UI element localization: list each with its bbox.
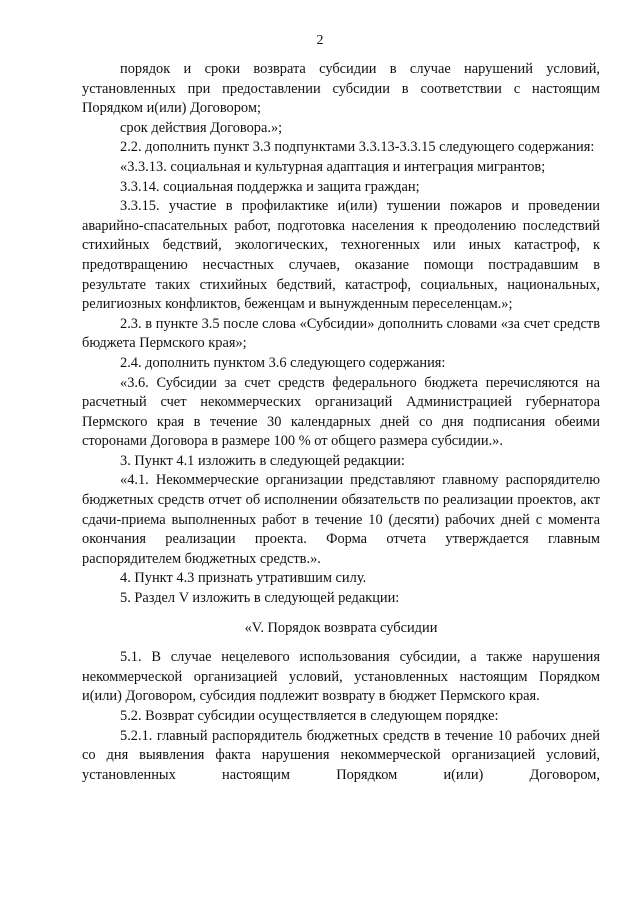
paragraph: «4.1. Некоммерческие организации представляют главному распорядителю бюджетных средств отчет об исполнении обязательств по реализации проектов, акт сдачи-приема выполненных работ в течение 10 (десяти) рабочих дней с момента окончания реализации проекта. Форма отчета утверждается главным распорядителем бюджетных средств.». (82, 472, 600, 567)
paragraph: 5.2. Возврат субсидии осуществляется в следующем порядке: (120, 708, 499, 724)
paragraph: 2.3. в пункте 3.5 после слова «Субсидии» дополнить словами «за счет средств бюджета Пермского края»; (82, 315, 600, 352)
paragraph: 2.2. дополнить пункт 3.3 подпунктами 3.3.13-3.3.15 следующего содержания: (120, 139, 595, 156)
paragraph: порядок и сроки возврата субсидии в случае нарушений условий, установленных при предоставлении субсидии в соответствии с настоящим Порядком и(или) Договором; (82, 61, 600, 117)
paragraph: 5. Раздел V изложить в следующей редакции: (120, 590, 400, 607)
paragraph: 4. Пункт 4.3 признать утратившим силу. (120, 570, 367, 587)
paragraph: срок действия Договора.»; (120, 119, 283, 136)
page-number: 2 (316, 33, 324, 48)
document-body (82, 60, 600, 785)
paragraph: «3.6. Субсидии за счет средств федерального бюджета перечисляются на расчетный счет некоммерческих организаций Администрацией губернатора Пермского края в течение 30 календарных дней со дня подписания обеими сторонами Договора в размере 100 % от общего размера субсидии.». (82, 374, 600, 450)
paragraph: 3. Пункт 4.1 изложить в следующей редакции: (120, 452, 405, 469)
paragraph: 2.4. дополнить пунктом 3.6 следующего содержания: (120, 354, 446, 371)
paragraph: 3.3.15. участие в профилактике и(или) тушении пожаров и проведении аварийно-спасательных работ, подготовка населения к преодолению последствий стихийных бедствий, экологических, техногенных или иных катастроф, к предотвращению несчастных случаев, оказание помощи пострадавшим в результате таких стихийных бедствий, катастроф, социальных, национальных, религиозных конфликтов, беженцам и вынужденным переселенцам.»; (82, 198, 600, 313)
paragraph: 5.2.1. главный распорядитель бюджетных средств в течение 10 рабочих дней со дня выявления факта нарушения некоммерческой организацией условий, установленных настоящим Порядком и(или) Договором, (82, 727, 600, 783)
paragraph: «3.3.13. социальная и культурная адаптация и интеграция мигрантов; (120, 158, 546, 175)
paragraph: 5.1. В случае нецелевого использования субсидии, а также нарушения некоммерческой организацией условий, установленных настоящим Порядком и(или) Договором, субсидия подлежит возврату в бюджет Пермского края. (82, 649, 600, 705)
section-heading: «V. Порядок возврата субсидии (244, 619, 438, 636)
paragraph: 3.3.14. социальная поддержка и защита граждан; (120, 178, 420, 195)
